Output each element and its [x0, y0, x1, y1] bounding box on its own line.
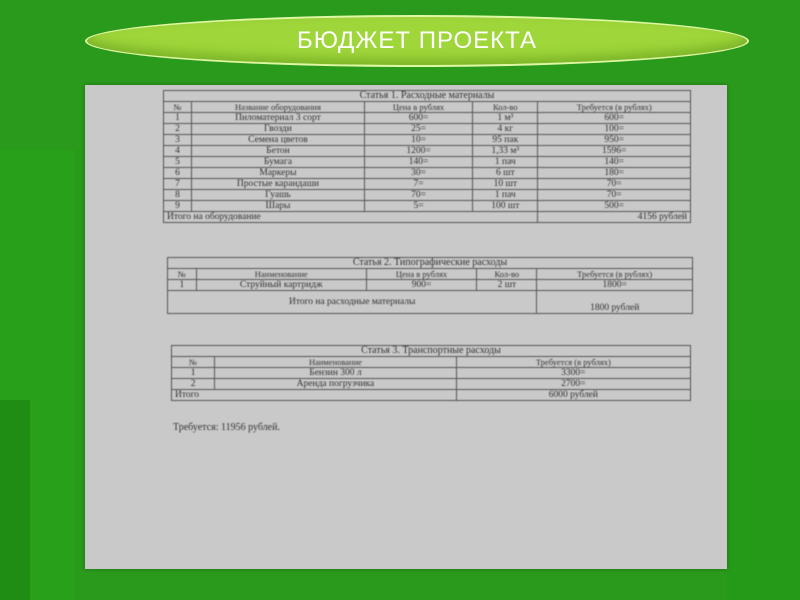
- table-cell: 1 м³: [473, 113, 538, 124]
- table-row: [172, 368, 691, 379]
- table-cell: Аренда погрузчика: [215, 379, 457, 390]
- column-header: Требуется (в рублях): [538, 102, 691, 113]
- table-cell: Бумага: [192, 157, 365, 168]
- table-cell: 1200=: [364, 146, 472, 157]
- table-cell: 1,33 м³: [473, 146, 538, 157]
- table-cell: 10=: [364, 135, 472, 146]
- table-row: [164, 201, 691, 212]
- table-cell: 1 пач: [473, 190, 538, 201]
- column-header: №: [168, 269, 197, 280]
- column-header: Цена в рублях: [366, 269, 477, 280]
- table-row: [164, 135, 691, 146]
- table-row: [164, 124, 691, 135]
- column-header: Кол-во: [477, 269, 537, 280]
- table-cell: 600=: [538, 113, 691, 124]
- table-row: [164, 190, 691, 201]
- table-cell: 95 пак: [473, 135, 538, 146]
- table-cell: 100 шт: [473, 201, 538, 212]
- expenses-table-transport: [171, 345, 691, 401]
- total-label: Итого на расходные материалы: [168, 291, 537, 314]
- table-cell: 2: [164, 124, 192, 135]
- grand-total: Требуется: 11956 рублей.: [173, 422, 280, 433]
- table-row: [164, 113, 691, 124]
- column-header: Требуется (в рублях): [537, 269, 693, 280]
- table-cell: 180=: [538, 168, 691, 179]
- table-cell: 1 пач: [473, 157, 538, 168]
- table-cell: 6: [164, 168, 192, 179]
- table-cell: 4 кг: [473, 124, 538, 135]
- expenses-table-materials: [163, 90, 691, 223]
- column-header: Наименование: [196, 269, 366, 280]
- table-row: [164, 179, 691, 190]
- scanned-document: [85, 85, 727, 569]
- background-stripe-left-dark: [0, 400, 30, 600]
- table-cell: 30=: [364, 168, 472, 179]
- expenses-table-printing: [167, 257, 693, 314]
- table-cell: 2700=: [456, 379, 690, 390]
- column-header: Цена в рублях: [364, 102, 472, 113]
- table-cell: 70=: [364, 190, 472, 201]
- table-cell: 7=: [364, 179, 472, 190]
- table-cell: 10 шт: [473, 179, 538, 190]
- table-row: [164, 157, 691, 168]
- table-cell: Бензин 300 л: [215, 368, 457, 379]
- table-cell: Струйный картридж: [196, 280, 366, 291]
- table-cell: 100=: [538, 124, 691, 135]
- table-cell: Пиломатериал 3 сорт: [192, 113, 365, 124]
- table-cell: 900=: [366, 280, 477, 291]
- table-cell: 3300=: [456, 368, 690, 379]
- table-row: [168, 280, 693, 291]
- table-cell: Простые карандаши: [192, 179, 365, 190]
- table-cell: 1: [172, 368, 215, 379]
- column-header: Требуется (в рублях): [456, 357, 690, 368]
- table-caption: Статья 3. Транспортные расходы: [172, 346, 691, 357]
- table-cell: 140=: [538, 157, 691, 168]
- table-cell: Гвозди: [192, 124, 365, 135]
- table-cell: 7: [164, 179, 192, 190]
- table-cell: Маркеры: [192, 168, 365, 179]
- table-cell: 70=: [538, 179, 691, 190]
- column-header: №: [172, 357, 215, 368]
- table-cell: Гуашь: [192, 190, 365, 201]
- table-cell: 1800=: [537, 280, 693, 291]
- table-cell: 3: [164, 135, 192, 146]
- table-cell: 6 шт: [473, 168, 538, 179]
- column-header: Кол-во: [473, 102, 538, 113]
- column-header: №: [164, 102, 192, 113]
- total-label: Итого: [172, 390, 457, 401]
- title-banner: [85, 15, 749, 67]
- table-row: [164, 168, 691, 179]
- table-cell: 2 шт: [477, 280, 537, 291]
- table-cell: 600=: [364, 113, 472, 124]
- table-row: [164, 146, 691, 157]
- table-cell: 2: [172, 379, 215, 390]
- table-cell: 9: [164, 201, 192, 212]
- table-caption: Статья 1. Расходные материалы: [164, 91, 691, 102]
- total-value: 4156 рублей: [538, 212, 691, 223]
- table-cell: 950=: [538, 135, 691, 146]
- column-header: Название оборудования: [192, 102, 365, 113]
- total-label: Итого на оборудование: [164, 212, 538, 223]
- table-cell: 25=: [364, 124, 472, 135]
- table-cell: 140=: [364, 157, 472, 168]
- table-cell: 5: [164, 157, 192, 168]
- table-caption: Статья 2. Типографические расходы: [168, 258, 693, 269]
- total-value: 1800 рублей: [537, 291, 693, 314]
- column-header: Наименование: [215, 357, 457, 368]
- table-cell: 1: [164, 113, 192, 124]
- total-value: 6000 рублей: [456, 390, 690, 401]
- table-cell: Бетон: [192, 146, 365, 157]
- table-cell: 500=: [538, 201, 691, 212]
- table-row: [172, 379, 691, 390]
- background-stripe-right: [727, 400, 800, 600]
- table-cell: Семена цветов: [192, 135, 365, 146]
- table-cell: 5=: [364, 201, 472, 212]
- slide-title: БЮДЖЕТ ПРОЕКТА: [297, 27, 537, 54]
- table-cell: 70=: [538, 190, 691, 201]
- table-cell: 8: [164, 190, 192, 201]
- table-cell: 4: [164, 146, 192, 157]
- table-cell: 1: [168, 280, 197, 291]
- table-cell: 1596=: [538, 146, 691, 157]
- table-cell: Шары: [192, 201, 365, 212]
